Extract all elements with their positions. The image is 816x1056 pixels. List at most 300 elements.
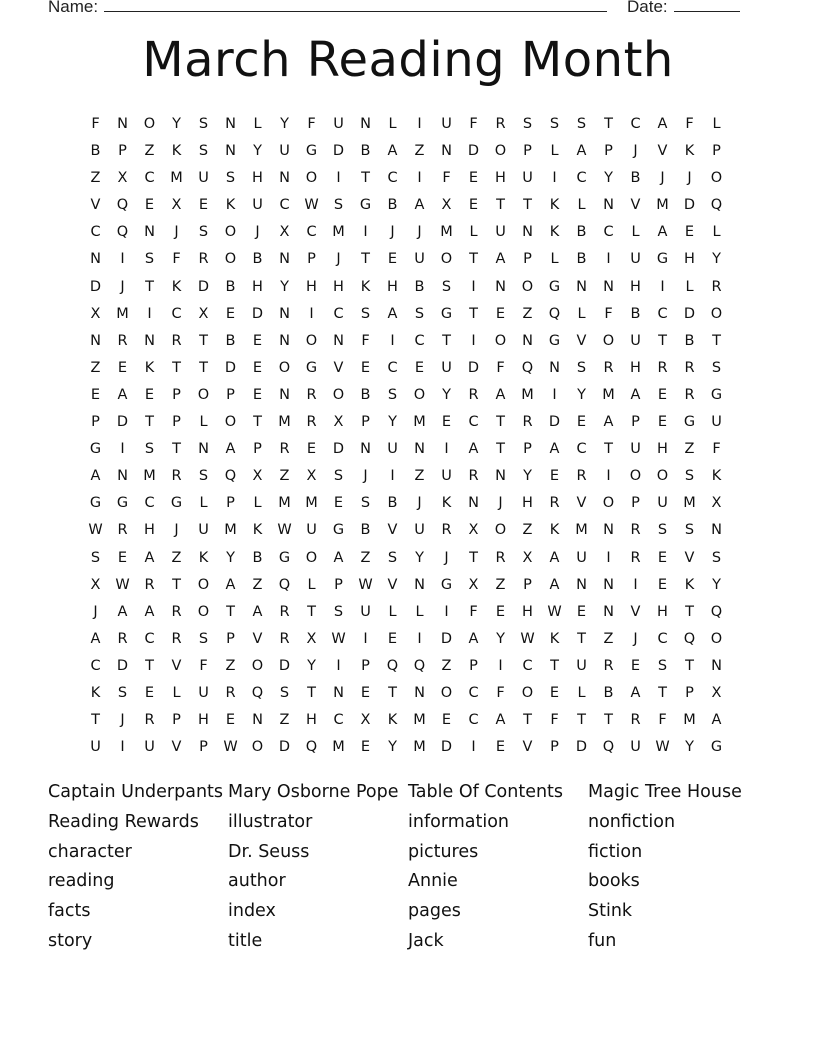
grid-letter[interactable]: J [390, 224, 395, 241]
grid-letter[interactable]: B [360, 522, 371, 539]
grid-letter[interactable]: R [144, 712, 155, 729]
grid-letter[interactable]: M [278, 495, 291, 512]
grid-letter[interactable]: F [658, 712, 667, 729]
grid-letter[interactable]: T [685, 657, 694, 674]
grid-letter[interactable]: O [440, 684, 453, 701]
grid-letter[interactable]: Q [413, 657, 426, 674]
grid-letter[interactable]: A [468, 630, 479, 647]
grid-letter[interactable]: E [684, 224, 695, 241]
grid-letter[interactable]: L [550, 251, 559, 268]
grid-letter[interactable]: F [469, 116, 478, 132]
grid-letter[interactable]: C [468, 712, 479, 729]
grid-letter[interactable]: T [307, 603, 316, 620]
grid-letter[interactable]: E [576, 603, 587, 620]
grid-letter[interactable]: F [442, 170, 451, 187]
grid-letter[interactable]: L [550, 143, 559, 160]
grid-letter[interactable]: C [468, 414, 479, 431]
grid-letter[interactable]: U [441, 116, 452, 132]
grid-letter[interactable]: K [144, 359, 155, 376]
grid-letter[interactable]: G [170, 495, 183, 512]
grid-letter[interactable]: O [710, 630, 723, 647]
grid-letter[interactable]: X [441, 197, 452, 214]
grid-letter[interactable]: O [197, 576, 210, 593]
grid-letter[interactable]: A [333, 549, 344, 566]
grid-letter[interactable]: A [657, 224, 668, 241]
grid-letter[interactable]: O [224, 224, 237, 241]
grid-letter[interactable]: Q [278, 576, 291, 593]
grid-letter[interactable]: W [223, 739, 238, 756]
grid-letter[interactable]: R [495, 549, 506, 566]
grid-letter[interactable]: S [711, 359, 722, 376]
grid-letter[interactable]: N [144, 332, 155, 349]
grid-letter[interactable]: E [144, 684, 155, 701]
grid-letter[interactable]: O [521, 684, 534, 701]
grid-letter[interactable]: Z [495, 576, 506, 593]
grid-letter[interactable]: O [278, 359, 291, 376]
grid-letter[interactable]: A [387, 305, 398, 322]
grid-letter[interactable]: H [630, 359, 641, 376]
grid-letter[interactable]: T [172, 359, 181, 376]
grid-letter[interactable]: O [494, 332, 507, 349]
grid-letter[interactable]: U [576, 657, 587, 674]
grid-letter[interactable]: J [498, 495, 503, 512]
grid-letter[interactable]: I [498, 657, 503, 674]
grid-letter[interactable]: B [387, 197, 398, 214]
grid-letter[interactable]: Y [388, 414, 397, 431]
grid-letter[interactable]: F [91, 116, 100, 132]
grid-letter[interactable]: N [576, 278, 587, 295]
grid-letter[interactable]: E [306, 441, 317, 458]
grid-letter[interactable]: R [171, 332, 182, 349]
grid-letter[interactable]: I [417, 630, 422, 647]
grid-letter[interactable]: W [88, 522, 103, 539]
grid-letter[interactable]: N [522, 224, 533, 241]
grid-letter[interactable]: G [89, 495, 102, 512]
grid-letter[interactable]: S [684, 468, 695, 485]
grid-letter[interactable]: T [199, 359, 208, 376]
grid-letter[interactable]: Q [710, 603, 723, 620]
grid-letter[interactable]: G [305, 359, 318, 376]
grid-letter[interactable]: T [685, 603, 694, 620]
grid-letter[interactable]: S [576, 116, 587, 132]
grid-letter[interactable]: S [360, 495, 371, 512]
grid-letter[interactable]: P [712, 143, 721, 160]
grid-letter[interactable]: X [198, 305, 209, 322]
grid-letter[interactable]: D [332, 143, 345, 160]
grid-letter[interactable]: M [305, 495, 318, 512]
grid-letter[interactable]: E [495, 603, 506, 620]
grid-letter[interactable]: Z [90, 170, 101, 187]
grid-letter[interactable]: F [604, 305, 613, 322]
grid-letter[interactable]: C [144, 495, 155, 512]
grid-letter[interactable]: Y [523, 468, 532, 485]
grid-letter[interactable]: B [252, 251, 263, 268]
grid-letter[interactable]: M [143, 468, 156, 485]
grid-letter[interactable]: T [604, 116, 613, 132]
grid-letter[interactable]: I [417, 116, 422, 132]
grid-letter[interactable]: T [226, 603, 235, 620]
grid-letter[interactable]: A [225, 441, 236, 458]
grid-letter[interactable]: P [226, 386, 235, 403]
grid-letter[interactable]: T [469, 549, 478, 566]
grid-letter[interactable]: S [117, 684, 128, 701]
grid-letter[interactable]: F [550, 712, 559, 729]
grid-letter[interactable]: K [549, 630, 560, 647]
grid-letter[interactable]: G [548, 278, 561, 295]
grid-letter[interactable]: Q [602, 739, 615, 756]
grid-letter[interactable]: P [172, 386, 181, 403]
grid-letter[interactable]: H [522, 495, 533, 512]
grid-letter[interactable]: T [172, 576, 181, 593]
grid-letter[interactable]: Y [712, 251, 721, 268]
grid-letter[interactable]: T [658, 332, 667, 349]
grid-letter[interactable]: H [144, 522, 155, 539]
grid-letter[interactable]: O [197, 386, 210, 403]
grid-letter[interactable]: E [387, 630, 398, 647]
grid-letter[interactable]: A [576, 143, 587, 160]
grid-letter[interactable]: J [633, 143, 638, 160]
grid-letter[interactable]: R [630, 712, 641, 729]
grid-letter[interactable]: D [332, 441, 345, 458]
grid-letter[interactable]: J [336, 251, 341, 268]
grid-letter[interactable]: U [630, 441, 641, 458]
grid-letter[interactable]: B [225, 332, 236, 349]
grid-letter[interactable]: M [413, 739, 426, 756]
grid-letter[interactable]: G [116, 495, 129, 512]
grid-letter[interactable]: U [522, 170, 533, 187]
grid-letter[interactable]: L [631, 224, 640, 241]
name-blank-line[interactable] [104, 0, 607, 12]
grid-letter[interactable]: O [224, 251, 237, 268]
grid-letter[interactable]: Z [441, 657, 452, 674]
grid-letter[interactable]: E [468, 197, 479, 214]
grid-letter[interactable]: L [388, 603, 397, 620]
grid-letter[interactable]: T [712, 332, 721, 349]
grid-letter[interactable]: P [199, 739, 208, 756]
grid-letter[interactable]: I [336, 657, 341, 674]
grid-letter[interactable]: P [361, 414, 370, 431]
grid-letter[interactable]: V [387, 576, 398, 593]
grid-letter[interactable]: C [333, 712, 344, 729]
grid-letter[interactable]: Y [253, 143, 262, 160]
grid-letter[interactable]: M [602, 386, 615, 403]
grid-letter[interactable]: T [496, 441, 505, 458]
grid-letter[interactable]: H [333, 278, 344, 295]
grid-letter[interactable]: V [630, 603, 641, 620]
grid-letter[interactable]: I [444, 441, 449, 458]
grid-letter[interactable]: E [387, 251, 398, 268]
grid-letter[interactable]: R [198, 251, 209, 268]
grid-letter[interactable]: A [657, 116, 668, 132]
grid-letter[interactable]: W [358, 576, 373, 593]
grid-letter[interactable]: S [198, 630, 209, 647]
grid-letter[interactable]: K [171, 278, 182, 295]
grid-letter[interactable]: U [306, 522, 317, 539]
grid-letter[interactable]: B [360, 386, 371, 403]
grid-letter[interactable]: E [333, 495, 344, 512]
grid-letter[interactable]: U [144, 739, 155, 756]
grid-letter[interactable]: K [387, 712, 398, 729]
grid-letter[interactable]: O [440, 251, 453, 268]
grid-letter[interactable]: I [552, 386, 557, 403]
grid-letter[interactable]: N [279, 332, 290, 349]
grid-letter[interactable]: Q [116, 224, 129, 241]
grid-letter[interactable]: Y [685, 739, 694, 756]
grid-letter[interactable]: D [467, 359, 480, 376]
grid-letter[interactable]: B [414, 278, 425, 295]
grid-letter[interactable]: N [468, 495, 479, 512]
grid-letter[interactable]: C [90, 657, 101, 674]
grid-letter[interactable]: M [413, 414, 426, 431]
grid-letter[interactable]: U [414, 251, 425, 268]
grid-letter[interactable]: V [522, 739, 533, 756]
grid-letter[interactable]: S [333, 197, 344, 214]
grid-letter[interactable]: S [90, 549, 101, 566]
grid-letter[interactable]: U [360, 603, 371, 620]
grid-letter[interactable]: W [304, 197, 319, 214]
grid-letter[interactable]: G [89, 441, 102, 458]
grid-letter[interactable]: M [656, 197, 669, 214]
grid-letter[interactable]: N [711, 522, 722, 539]
grid-letter[interactable]: V [684, 549, 695, 566]
grid-letter[interactable]: R [657, 359, 668, 376]
grid-letter[interactable]: C [603, 224, 614, 241]
grid-letter[interactable]: E [549, 684, 560, 701]
grid-letter[interactable]: X [333, 414, 344, 431]
grid-letter[interactable]: E [657, 414, 668, 431]
grid-letter[interactable]: Y [388, 739, 397, 756]
grid-letter[interactable]: R [117, 522, 128, 539]
grid-letter[interactable]: G [305, 143, 318, 160]
grid-letter[interactable]: Z [279, 468, 290, 485]
grid-letter[interactable]: K [684, 576, 695, 593]
grid-letter[interactable]: L [577, 305, 586, 322]
grid-letter[interactable]: H [657, 441, 668, 458]
grid-letter[interactable]: L [172, 684, 181, 701]
grid-letter[interactable]: J [120, 278, 125, 295]
grid-letter[interactable]: T [145, 414, 154, 431]
grid-letter[interactable]: S [144, 441, 155, 458]
grid-letter[interactable]: N [360, 116, 371, 132]
grid-letter[interactable]: R [279, 441, 290, 458]
grid-letter[interactable]: H [657, 603, 668, 620]
grid-letter[interactable]: D [575, 739, 588, 756]
grid-letter[interactable]: C [387, 170, 398, 187]
grid-letter[interactable]: T [361, 251, 370, 268]
grid-letter[interactable]: N [603, 278, 614, 295]
grid-letter[interactable]: R [117, 332, 128, 349]
grid-letter[interactable]: D [548, 414, 561, 431]
grid-letter[interactable]: B [90, 143, 101, 160]
grid-letter[interactable]: I [120, 251, 125, 268]
grid-letter[interactable]: K [441, 495, 452, 512]
grid-letter[interactable]: K [711, 468, 722, 485]
grid-letter[interactable]: A [117, 386, 128, 403]
grid-letter[interactable]: R [549, 495, 560, 512]
grid-letter[interactable]: I [363, 224, 368, 241]
grid-letter[interactable]: E [225, 712, 236, 729]
grid-letter[interactable]: A [414, 197, 425, 214]
grid-letter[interactable]: O [494, 143, 507, 160]
grid-letter[interactable]: T [550, 657, 559, 674]
grid-letter[interactable]: W [547, 603, 562, 620]
grid-letter[interactable]: K [549, 522, 560, 539]
grid-letter[interactable]: A [117, 603, 128, 620]
grid-letter[interactable]: N [279, 305, 290, 322]
grid-letter[interactable]: J [633, 630, 638, 647]
grid-letter[interactable]: M [575, 522, 588, 539]
grid-letter[interactable]: S [576, 359, 587, 376]
grid-letter[interactable]: E [144, 197, 155, 214]
grid-letter[interactable]: P [253, 441, 262, 458]
grid-letter[interactable]: S [198, 143, 209, 160]
grid-letter[interactable]: O [413, 386, 426, 403]
grid-letter[interactable]: I [147, 305, 152, 322]
grid-letter[interactable]: H [387, 278, 398, 295]
grid-letter[interactable]: E [252, 359, 263, 376]
grid-letter[interactable]: E [252, 332, 263, 349]
grid-letter[interactable]: K [360, 278, 371, 295]
grid-letter[interactable]: N [225, 143, 236, 160]
grid-letter[interactable]: Q [116, 197, 129, 214]
grid-letter[interactable]: H [522, 603, 533, 620]
grid-letter[interactable]: V [252, 630, 263, 647]
grid-letter[interactable]: P [685, 684, 694, 701]
grid-letter[interactable]: C [144, 170, 155, 187]
grid-letter[interactable]: V [576, 332, 587, 349]
grid-letter[interactable]: U [576, 549, 587, 566]
grid-letter[interactable]: V [90, 197, 101, 214]
grid-letter[interactable]: R [144, 576, 155, 593]
grid-letter[interactable]: J [660, 170, 665, 187]
grid-letter[interactable]: C [90, 224, 101, 241]
grid-letter[interactable]: Y [604, 170, 613, 187]
grid-letter[interactable]: M [683, 712, 696, 729]
grid-letter[interactable]: B [252, 549, 263, 566]
grid-letter[interactable]: T [145, 278, 154, 295]
grid-letter[interactable]: S [333, 468, 344, 485]
grid-letter[interactable]: O [332, 386, 345, 403]
grid-letter[interactable]: X [306, 468, 317, 485]
grid-letter[interactable]: W [520, 630, 535, 647]
grid-letter[interactable]: I [390, 332, 395, 349]
grid-letter[interactable]: M [440, 224, 453, 241]
grid-letter[interactable]: M [413, 712, 426, 729]
grid-letter[interactable]: F [199, 657, 208, 674]
grid-letter[interactable]: X [90, 576, 101, 593]
grid-letter[interactable]: B [360, 143, 371, 160]
grid-letter[interactable]: D [440, 739, 453, 756]
grid-letter[interactable]: F [685, 116, 694, 132]
grid-letter[interactable]: T [253, 414, 262, 431]
grid-letter[interactable]: T [658, 684, 667, 701]
grid-letter[interactable]: W [277, 522, 292, 539]
grid-letter[interactable]: H [630, 278, 641, 295]
grid-letter[interactable]: S [441, 278, 452, 295]
grid-letter[interactable]: U [630, 332, 641, 349]
grid-letter[interactable]: T [388, 684, 397, 701]
grid-letter[interactable]: Z [90, 359, 101, 376]
grid-letter[interactable]: N [279, 386, 290, 403]
grid-letter[interactable]: E [198, 197, 209, 214]
grid-letter[interactable]: C [576, 441, 587, 458]
grid-letter[interactable]: I [552, 170, 557, 187]
grid-letter[interactable]: G [710, 386, 723, 403]
grid-letter[interactable]: A [630, 386, 641, 403]
grid-letter[interactable]: Z [171, 549, 182, 566]
grid-letter[interactable]: E [657, 576, 668, 593]
grid-letter[interactable]: N [549, 359, 560, 376]
grid-letter[interactable]: F [469, 603, 478, 620]
grid-letter[interactable]: A [549, 441, 560, 458]
grid-letter[interactable]: T [523, 712, 532, 729]
grid-letter[interactable]: U [711, 414, 722, 431]
grid-letter[interactable]: C [306, 224, 317, 241]
grid-letter[interactable]: E [657, 549, 668, 566]
grid-letter[interactable]: L [253, 495, 262, 512]
grid-letter[interactable]: R [117, 630, 128, 647]
grid-letter[interactable]: Z [279, 712, 290, 729]
grid-letter[interactable]: N [414, 684, 425, 701]
grid-letter[interactable]: P [469, 657, 478, 674]
grid-letter[interactable]: N [495, 278, 506, 295]
grid-letter[interactable]: X [171, 197, 182, 214]
grid-letter[interactable]: P [604, 143, 613, 160]
grid-letter[interactable]: A [468, 441, 479, 458]
grid-letter[interactable]: P [523, 251, 532, 268]
grid-letter[interactable]: M [332, 224, 345, 241]
grid-letter[interactable]: L [388, 116, 397, 132]
grid-letter[interactable]: E [360, 739, 371, 756]
grid-letter[interactable]: Z [522, 522, 533, 539]
grid-letter[interactable]: E [630, 657, 641, 674]
grid-letter[interactable]: R [603, 657, 614, 674]
grid-letter[interactable]: T [604, 712, 613, 729]
grid-letter[interactable]: Z [252, 576, 263, 593]
grid-letter[interactable]: V [333, 359, 344, 376]
grid-letter[interactable]: U [387, 441, 398, 458]
grid-letter[interactable]: E [441, 414, 452, 431]
grid-letter[interactable]: B [225, 278, 236, 295]
grid-letter[interactable]: S [657, 522, 668, 539]
grid-letter[interactable]: Z [684, 441, 695, 458]
grid-letter[interactable]: L [712, 116, 721, 132]
grid-letter[interactable]: R [225, 684, 236, 701]
grid-letter[interactable]: M [332, 739, 345, 756]
grid-letter[interactable]: K [171, 143, 182, 160]
grid-letter[interactable]: P [307, 251, 316, 268]
grid-letter[interactable]: G [332, 522, 345, 539]
grid-letter[interactable]: U [252, 197, 263, 214]
grid-letter[interactable]: N [576, 576, 587, 593]
grid-letter[interactable]: C [387, 359, 398, 376]
grid-letter[interactable]: V [171, 657, 182, 674]
grid-letter[interactable]: I [471, 739, 476, 756]
grid-letter[interactable]: B [603, 684, 614, 701]
grid-letter[interactable]: T [469, 305, 478, 322]
grid-letter[interactable]: R [279, 603, 290, 620]
grid-letter[interactable]: Z [522, 305, 533, 322]
grid-letter[interactable]: O [629, 468, 642, 485]
grid-letter[interactable]: I [471, 278, 476, 295]
grid-letter[interactable]: P [91, 414, 100, 431]
grid-letter[interactable]: P [172, 414, 181, 431]
grid-letter[interactable]: O [602, 332, 615, 349]
grid-letter[interactable]: R [630, 522, 641, 539]
grid-letter[interactable]: S [387, 549, 398, 566]
grid-letter[interactable]: P [550, 739, 559, 756]
grid-letter[interactable]: S [279, 684, 290, 701]
